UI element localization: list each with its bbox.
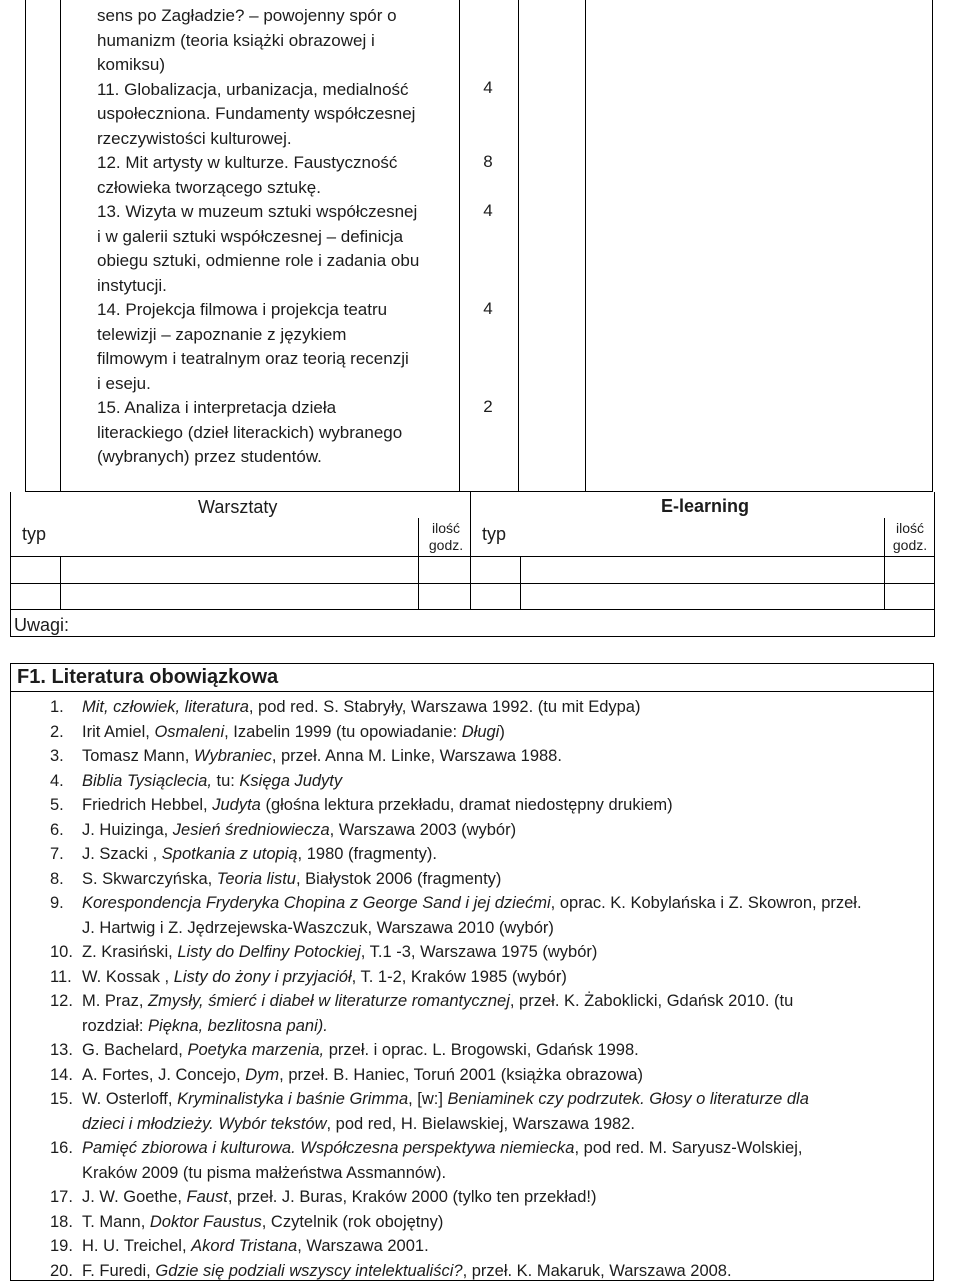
literature-item-text: Mit, człowiek, literatura, pod red. S. Stabryły, Warszawa 1992. (tu mit Edypa)	[82, 698, 641, 716]
literature-title: F1. Literatura obowiązkowa	[17, 666, 279, 688]
literature-item	[50, 695, 641, 720]
literature-item-number: 12.	[50, 992, 73, 1010]
topic-line: obiegu sztuki, odmienne role i zadania obu	[97, 251, 420, 270]
literature-item-number: 8.	[50, 869, 64, 888]
literature-item	[50, 867, 502, 892]
ws-border	[884, 518, 885, 610]
workshops-hours-label-1: ilość	[431, 520, 460, 536]
literature-item-number: 4.	[50, 771, 64, 790]
hours-value: 4	[483, 78, 493, 97]
topic-line: 13. Wizyta w muzeum sztuki współczesnej	[97, 202, 418, 221]
topic-line: człowieka tworzącego sztukę.	[97, 177, 321, 197]
literature-item	[50, 1063, 643, 1088]
literature-item-text: Pamięć zbiorowa i kulturowa. Współczesna perspektywa niemiecka, pod red. M. Saryusz-Wolskiej,	[82, 1139, 803, 1157]
topic-line: 12. Mit artysty w kulturze. Faustyczność	[97, 153, 398, 172]
literature-item-text: J. Hartwig i Z. Jędrzejewska-Waszczuk, Warszawa 2010 (wybór)	[82, 918, 554, 937]
elearning-hours-label-1: ilość	[895, 520, 924, 536]
literature-item-text: S. Skwarczyńska, Teoria listu, Białystok 2006 (fragmenty)	[82, 869, 502, 888]
topic-line: rzeczywistości kulturowej.	[97, 128, 292, 148]
hours-value: 4	[483, 299, 493, 318]
literature-item-text: M. Praz, Zmysły, śmierć i diabeł w literaturze romantycznej, przeł. K. Żaboklicki, Gdańsk 2010. (tu	[82, 992, 794, 1010]
topic-line: 14. Projekcja filmowa i projekcja teatru	[97, 300, 388, 319]
literature-item-number: 14.	[50, 1065, 73, 1084]
literature-item	[50, 1234, 429, 1259]
hours-value: 4	[483, 201, 493, 220]
topic-line: literackiego (dzieł literackich) wybranego	[97, 422, 403, 442]
literature-item-number: 9.	[50, 894, 64, 912]
literature-item	[50, 989, 794, 1035]
literature-item	[50, 1038, 639, 1063]
table-border	[585, 0, 586, 492]
topic-line: i w galerii sztuki współczesnej – definicja	[97, 226, 404, 246]
hours-value: 8	[483, 152, 493, 171]
literature-item-number: 20.	[50, 1261, 73, 1280]
literature-item-text: Korespondencja Fryderyka Chopina z George Sand i jej dziećmi, oprac. K. Kobylańska i Z. Skowron, przeł.	[82, 894, 862, 912]
literature-item-number: 18.	[50, 1212, 73, 1231]
literature-item-text: J. Szacki , Spotkania z utopią, 1980 (fragmenty).	[82, 845, 437, 863]
ws-border	[418, 518, 419, 610]
literature-item-number: 10.	[50, 943, 73, 961]
ws-border-right	[934, 492, 935, 637]
literature-item	[50, 891, 862, 937]
table-border-right	[932, 0, 933, 492]
literature-item-text: T. Mann, Doktor Faustus, Czytelnik (rok obojętny)	[82, 1212, 444, 1231]
literature-item	[50, 1136, 803, 1182]
ws-border	[10, 609, 935, 610]
lit-title-divider	[10, 691, 934, 692]
literature-item-number: 16.	[50, 1139, 73, 1157]
literature-item	[50, 1087, 809, 1133]
literature-item	[50, 744, 562, 769]
literature-item-text: J. W. Goethe, Faust, przeł. J. Buras, Kraków 2000 (tylko ten przekład!)	[82, 1188, 597, 1206]
topic-line: filmowym i teatralnym oraz teorią recenzji	[97, 349, 409, 368]
workshops-hours-label-2: godz.	[428, 537, 464, 553]
literature-item-text: rozdział: Piękna, bezlitosna pani).	[82, 1016, 328, 1035]
literature-item	[50, 720, 505, 745]
literature-item-number: 3.	[50, 747, 64, 765]
literature-item	[50, 818, 517, 843]
literature-item-text: G. Bachelard, Poetyka marzenia, przeł. i oprac. L. Brogowski, Gdańsk 1998.	[82, 1041, 639, 1059]
literature-item-number: 17.	[50, 1188, 73, 1206]
literature-item	[50, 842, 437, 867]
literature-item-text: A. Fortes, J. Concejo, Dym, przeł. B. Haniec, Toruń 2001 (książka obrazowa)	[82, 1065, 643, 1084]
ws-border	[10, 583, 935, 584]
literature-item-text: Biblia Tysiąclecia, tu: Księga Judyty	[82, 771, 343, 790]
topic-line: (wybranych) przez studentów.	[97, 447, 322, 466]
hours-value: 2	[483, 397, 493, 416]
literature-item-number: 13.	[50, 1041, 73, 1059]
literature-item-text: Tomasz Mann, Wybraniec, przeł. Anna M. Linke, Warszawa 1988.	[82, 747, 562, 765]
topic-line: 11. Globalizacja, urbanizacja, medialność	[97, 79, 409, 99]
topic-line: komiksu)	[97, 55, 166, 74]
literature-item	[50, 940, 598, 965]
table-border	[518, 0, 519, 492]
elearning-title: E-learning	[661, 496, 750, 516]
literature-item-text: dzieci i młodzieży. Wybór tekstów, pod red, H. Bielawskiej, Warszawa 1982.	[82, 1114, 635, 1133]
lit-border-top	[10, 663, 934, 664]
literature-item-text: H. U. Treichel, Akord Tristana, Warszawa 2001.	[82, 1237, 429, 1255]
topic-line: humanizm (teoria książki obrazowej i	[97, 30, 375, 50]
ws-border-left	[10, 492, 11, 637]
literature-item-number: 19.	[50, 1237, 73, 1255]
topic-line: sens po Zagładzie? – powojenny spór o	[97, 6, 397, 25]
literature-item-text: F. Furedi, Gdzie się podziali wszyscy intelektualiści?, przeł. K. Makaruk, Warszawa 2008.	[82, 1261, 732, 1280]
literature-item-text: W. Osterloff, Kryminalistyka i baśnie Grimma, [w:] Beniaminek czy podrzutek. Głosy o literaturze dla	[82, 1090, 809, 1108]
topic-line: instytucji.	[97, 275, 167, 295]
literature-item-number: 11.	[50, 967, 72, 986]
literature-item-text: J. Huizinga, Jesień średniowiecza, Warszawa 2003 (wybór)	[82, 820, 517, 839]
elearning-type-label: typ	[482, 524, 507, 544]
literature-item-number: 7.	[50, 845, 64, 863]
table-border	[60, 0, 61, 492]
literature-item	[50, 793, 673, 818]
elearning-hours-label	[888, 520, 932, 554]
table-border-left	[25, 0, 26, 492]
literature-item-text: Z. Krasiński, Listy do Delfiny Potockiej, T.1 -3, Warszawa 1975 (wybór)	[82, 943, 598, 961]
literature-item	[50, 1210, 444, 1235]
literature-item-text: W. Kossak , Listy do żony i przyjaciół, T. 1-2, Kraków 1985 (wybór)	[82, 967, 567, 986]
workshops-title: Warsztaty	[198, 497, 278, 517]
literature-item-number: 5.	[50, 796, 64, 814]
literature-item-number: 2.	[50, 722, 64, 741]
elearning-hours-label-2: godz.	[892, 537, 928, 553]
workshops-type-label: typ	[22, 524, 47, 544]
literature-item	[50, 965, 567, 990]
lit-border-left	[10, 663, 11, 1281]
literature-item-text: Friedrich Hebbel, Judyta (głośna lektura przekładu, dramat niedostępny drukiem)	[82, 796, 673, 814]
ws-border-bottom	[10, 636, 935, 637]
literature-item	[50, 769, 343, 794]
lit-border-right	[933, 663, 934, 1281]
literature-item-number: 1.	[50, 698, 64, 716]
topic-line: i eseju.	[97, 373, 151, 393]
topic-line: uspołeczniona. Fundamenty współczesnej	[97, 104, 416, 123]
literature-item	[50, 1259, 732, 1284]
topic-line: telewizji – zapoznanie z językiem	[97, 324, 347, 344]
literature-item-text: Irit Amiel, Osmaleni, Izabelin 1999 (tu opowiadanie: Długi)	[82, 722, 505, 741]
ws-border	[10, 556, 935, 557]
literature-item-number: 6.	[50, 820, 64, 839]
ws-border-mid	[470, 492, 471, 610]
literature-item-text: Kraków 2009 (tu pisma małżeństwa Assmannów).	[82, 1163, 447, 1182]
literature-item	[50, 1185, 597, 1210]
topic-line: 15. Analiza i interpretacja dzieła	[97, 398, 337, 417]
remarks-label: Uwagi:	[14, 615, 70, 635]
literature-item-number: 15.	[50, 1090, 73, 1108]
workshops-hours-label	[424, 520, 468, 554]
table-border-bottom	[25, 491, 933, 492]
table-border	[459, 0, 460, 492]
